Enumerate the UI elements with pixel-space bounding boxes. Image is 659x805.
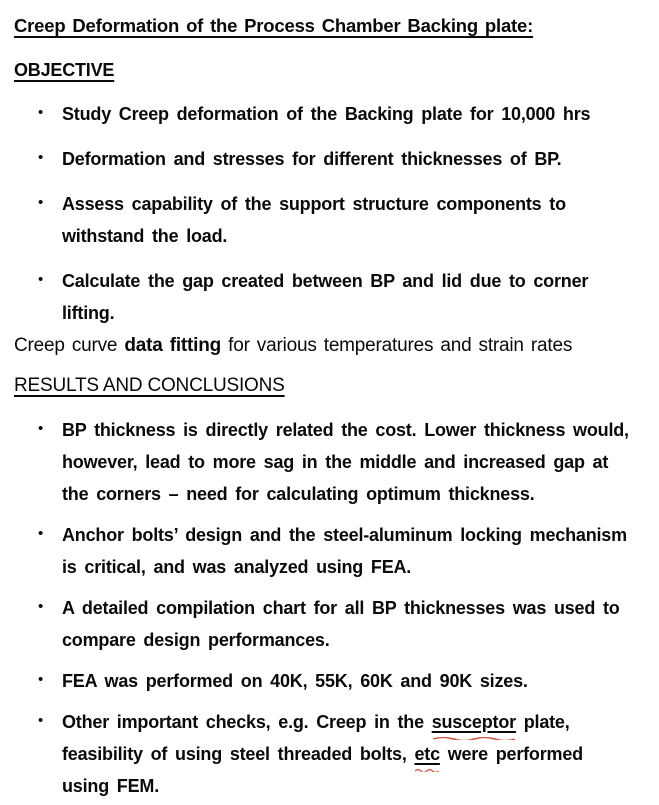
creep-note <box>14 333 651 359</box>
spellcheck-flagged-word: etc <box>414 738 439 770</box>
bullet-line: the corners – need for calculating optimum thickness. <box>62 484 535 504</box>
bullet-icon: • <box>38 525 44 542</box>
bullet-item <box>14 265 651 329</box>
bullet-line: is critical, and was analyzed using FEA. <box>62 557 412 577</box>
bullet-line <box>62 738 651 770</box>
creep-note-bold: data fitting <box>124 335 222 356</box>
bullet-icon: • <box>38 149 44 166</box>
bullet-line: Assess capability of the support structure components to <box>62 194 566 214</box>
bullet-item <box>14 143 651 175</box>
spellcheck-flagged-word: susceptor <box>432 706 516 738</box>
bullet-line <box>62 706 651 738</box>
bullet-line: compare design performances. <box>62 630 330 650</box>
bullet-item <box>14 98 651 130</box>
bullet-line: FEA was performed on 40K, 55K, 60K and 90K sizes. <box>62 671 528 691</box>
spellcheck-squiggle-icon <box>415 768 438 772</box>
bullet-text-segment: plate, <box>515 712 570 732</box>
bullet-line: Anchor bolts’ design and the steel-aluminum locking mechanism <box>62 525 627 545</box>
bullet-line: BP thickness is directly related the cost. Lower thickness would, <box>62 420 629 440</box>
bullet-icon: • <box>38 271 44 288</box>
bullet-item <box>14 665 651 697</box>
bullet-icon: • <box>38 671 44 688</box>
bullet-item <box>14 519 651 583</box>
bullet-line: withstand the load. <box>62 226 228 246</box>
bullet-icon: • <box>38 420 44 437</box>
bullet-text-segment: were performed <box>439 744 583 764</box>
bullet-icon: • <box>38 104 44 121</box>
bullet-icon: • <box>38 194 44 211</box>
results-bullet-list <box>14 414 651 802</box>
creep-note-suffix: for various temperatures and strain rates <box>221 335 573 356</box>
bullet-line: Deformation and stresses for different thicknesses of BP. <box>62 149 562 169</box>
document-title: Creep Deformation of the Process Chamber Backing plate: <box>14 15 534 36</box>
bullet-icon: • <box>38 712 44 729</box>
bullet-item <box>14 592 651 656</box>
bullet-item <box>14 706 651 802</box>
spellcheck-squiggle-icon <box>433 736 515 740</box>
creep-note-prefix: Creep curve <box>14 335 125 356</box>
bullet-item <box>14 414 651 510</box>
bullet-text-segment: feasibility of using steel threaded bolts, <box>62 744 415 764</box>
bullet-item <box>14 188 651 252</box>
bullet-text-segment: Other important checks, e.g. Creep in the <box>62 712 432 732</box>
bullet-line: Calculate the gap created between BP and lid due to corner <box>62 271 589 291</box>
bullet-line: using FEM. <box>62 776 159 796</box>
bullet-line: Study Creep deformation of the Backing plate for 10,000 hrs <box>62 104 591 124</box>
bullet-line: A detailed compilation chart for all BP thicknesses was used to <box>62 598 620 618</box>
bullet-line: however, lead to more sag in the middle and increased gap at <box>62 452 609 472</box>
section-heading-objective: OBJECTIVE <box>14 60 115 80</box>
section-heading-results: RESULTS AND CONCLUSIONS <box>14 375 285 396</box>
objective-bullet-list <box>14 98 651 329</box>
bullet-line: lifting. <box>62 303 115 323</box>
bullet-icon: • <box>38 598 44 615</box>
